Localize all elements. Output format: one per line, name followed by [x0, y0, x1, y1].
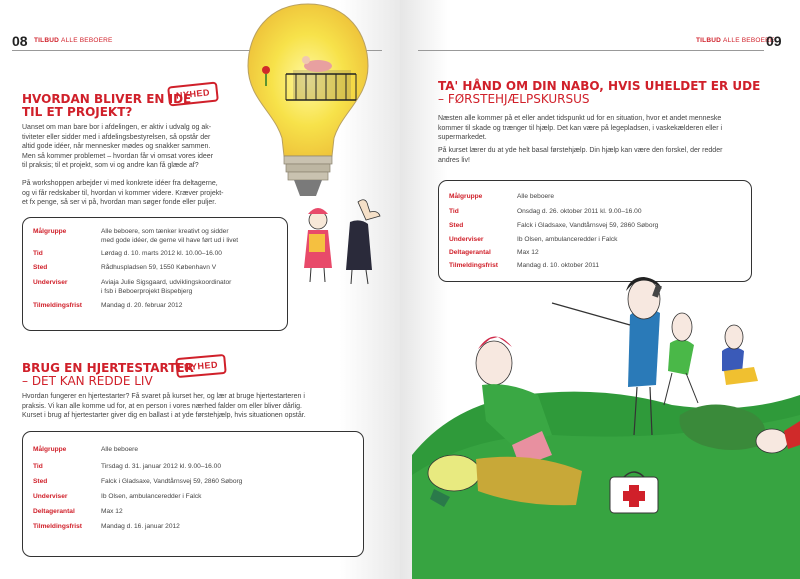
section1-paragraph-1 — [22, 123, 287, 171]
info-value: Alle beboere — [101, 446, 139, 453]
text-line: På kurset lærer du at yde helt basal førstehjælp. Din hjælp kan være den forskel, der redder — [438, 147, 723, 154]
info-value: Lørdag d. 10. marts 2012 kl. 10.00–16.00 — [101, 250, 222, 257]
page-tag-rest: ALLE BEBOERE — [61, 37, 113, 44]
info-label: Tilmeldingsfrist — [33, 302, 82, 309]
info-label: Underviser — [33, 279, 68, 286]
section1-title — [22, 93, 191, 119]
info-label: Målgruppe — [449, 193, 483, 200]
info-value: Mandag d. 16. januar 2012 — [101, 523, 180, 530]
info-label: Tilmeldingsfrist — [33, 523, 82, 530]
text-line: Hvordan fungerer en hjertestarter? Få svaret på kurset her, og lær at bruge hjertestarteren i — [22, 393, 305, 400]
info-value: Ib Olsen, ambulanceredder i Falck — [517, 236, 618, 243]
header-rule — [418, 50, 764, 51]
text-line: tiviteter eller sidder med i afdelingsbestyrelsen, så opstår der — [22, 133, 211, 141]
section2-paragraph-1 — [22, 392, 372, 421]
characters-illustration — [296, 190, 386, 290]
info-value: Max 12 — [101, 508, 123, 515]
page-tag-rest: ALLE BEBOERE — [723, 37, 775, 44]
section1-info-box — [22, 217, 288, 331]
info-value-line: i fsb i Beboerprojekt Bispebjerg — [101, 287, 193, 295]
info-value: Falck i Gladsaxe, Vandtårnsvej 59, 2860 Søborg — [101, 478, 243, 485]
page-tag — [34, 37, 113, 44]
section1-paragraph-2 — [22, 179, 287, 208]
info-value: Mandag d. 20. februar 2012 — [101, 302, 183, 309]
info-label: Tid — [449, 208, 459, 215]
text-line: altid gode idéer, når mennesker mødes og snakker sammen. — [22, 143, 211, 150]
info-label: Deltagerantal — [449, 249, 491, 256]
section-title — [438, 80, 760, 106]
text-line: andres liv! — [438, 156, 470, 164]
info-value: Alle beboere — [517, 193, 555, 200]
info-value: Falck i Gladsaxe, Vandtårnsvej 59, 2860 Søborg — [517, 222, 659, 229]
nyhed-badge: NYHED — [175, 354, 227, 378]
text-line: kommer til skade og trænger til hjælp. Det kan være på legepladsen, i vaskekælderen eller i — [438, 124, 723, 132]
info-value: Rådhuspladsen 59, 1550 København V — [101, 264, 217, 271]
text-line: Men så kommer problemet – hvordan får vi omsat vores ideer — [22, 152, 214, 160]
info-label: Underviser — [33, 493, 68, 500]
text-line: Uanset om man bare bor i afdelingen, er aktiv i udvalg og ak- — [22, 124, 212, 131]
info-label: Deltagerantal — [33, 508, 75, 515]
page-number: 09 — [766, 33, 782, 49]
first-aid-illustration — [412, 245, 800, 579]
section-title-line1: TA' HÅND OM DIN NABO, HVIS UHELDET ER UDE — [438, 79, 761, 93]
info-label: Tilmeldingsfrist — [449, 262, 498, 269]
info-value — [101, 279, 279, 296]
info-label: Tid — [33, 463, 43, 470]
section-paragraph-1 — [438, 114, 783, 143]
section2-title-line2: – DET KAN REDDE LIV — [22, 374, 153, 388]
page-tag — [696, 37, 775, 44]
page-tag-bold: TILBUD — [34, 37, 60, 44]
info-value: Mandag d. 10. oktober 2011 — [517, 262, 599, 269]
page-tag-bold: TILBUD — [696, 37, 722, 44]
text-line: til praksis; til et projekt, som vi og andre kan få glæde af? — [22, 162, 199, 169]
section-paragraph-2 — [438, 146, 783, 165]
section2-info-box — [22, 431, 364, 557]
text-line: et fx penge, så ser vi på, hvordan man søger fonde eller puljer. — [22, 199, 217, 206]
info-label: Sted — [449, 222, 464, 229]
info-label: Sted — [33, 264, 48, 271]
page-number: 08 — [12, 33, 28, 49]
info-value — [101, 228, 279, 245]
text-line: praksis. Vi kan alle komme ud for, at en person i vores nærhed falder om eller bliver dårlig. — [22, 402, 303, 410]
nyhed-badge: NYHED — [167, 81, 219, 106]
text-line: Kurset i brug af hjertestarter giver dig en ballast i at yde førstehjælp, hvis situationen opstår. — [22, 412, 306, 419]
section1-title-line2: TIL ET PROJEKT? — [22, 105, 133, 119]
section1-title-line1: HVORDAN BLIVER EN IDÉ — [22, 92, 192, 106]
info-value: Onsdag d. 26. oktober 2011 kl. 9.00–16.00 — [517, 208, 642, 215]
info-value-line: Aviaja Julie Sigsgaard, udviklingskoordinator — [101, 279, 232, 286]
text-line: og vi får redskaber til, hvordan vi kommer videre. Kræver projekt- — [22, 189, 224, 197]
right-page — [400, 0, 800, 579]
info-label: Målgruppe — [33, 228, 67, 235]
info-value-line: med gode idéer, de gerne vil have ført ud i livet — [101, 236, 239, 244]
section-title-line2: – FØRSTEHJÆLPSKURSUS — [438, 92, 590, 106]
text-line: Næsten alle kommer på et eller andet tidspunkt ud for en situation, hvor et andet menneske — [438, 115, 722, 122]
info-label: Målgruppe — [33, 446, 67, 453]
section2-title-line1: BRUG EN HJERTESTARTER — [22, 361, 194, 375]
info-value: Tirsdag d. 31. januar 2012 kl. 9.00–16.00 — [101, 463, 221, 470]
info-value: Ib Olsen, ambulanceredder i Falck — [101, 493, 202, 500]
info-label: Tid — [33, 250, 43, 257]
info-label: Sted — [33, 478, 48, 485]
info-value: Max 12 — [517, 249, 539, 256]
section2-title — [22, 362, 194, 388]
info-label: Underviser — [449, 236, 484, 243]
text-line: supermarkedet. — [438, 134, 487, 141]
info-value-line: Alle beboere, som tænker kreativt og sidder — [101, 228, 229, 235]
text-line: På workshoppen arbejder vi med konkrete idéer fra deltagerne, — [22, 180, 218, 187]
